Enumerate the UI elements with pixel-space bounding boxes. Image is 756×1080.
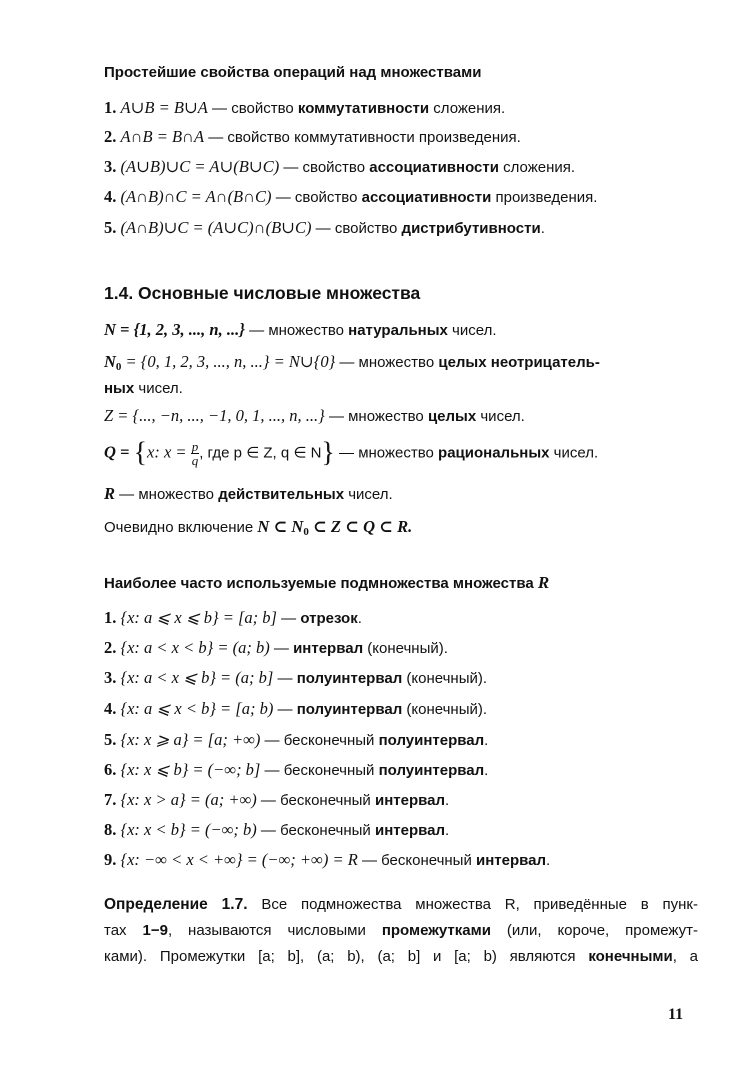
section-heading: 1.4. Основные числовые множества	[104, 283, 421, 303]
set-rational: Q = {x: x = $\frac{p}{q}$ , где p ∈ Z, q ∈ N} — множество рациональных чисел.	[104, 437, 599, 469]
property-item: 2. A∩B = B∩A — свойство коммутативности произведения.	[104, 127, 521, 146]
property-item: 1. A∪B = B∪A — свойство коммутативности сложения.	[104, 98, 506, 117]
property-item: 4. (A∩B)∩C = A∩(B∩C) — свойство ассоциативности произведения.	[104, 187, 598, 206]
set-nonnegative-cont: ных чисел.	[104, 380, 183, 397]
set-natural: N = {1, 2, 3, ..., n, ...} — множество натуральных чисел.	[104, 320, 497, 339]
properties-heading: Простейшие свойства операций над множествами	[104, 64, 482, 81]
left-brace-glyph: {	[133, 437, 148, 469]
subset-item: 3. {x: a < x ⩽ b} = (a; b] — полуинтервал (конечный).	[104, 668, 488, 687]
subset-item: 9. {x: −∞ < x < +∞} = (−∞; +∞) = R — бесконечный интервал.	[104, 850, 551, 869]
subset-item: 5. {x: x ⩾ a} = [a; +∞) — бесконечный полуинтервал.	[104, 730, 489, 749]
page-number: 11	[668, 1006, 684, 1023]
subset-item: 8. {x: x < b} = (−∞; b) — бесконечный интервал.	[104, 820, 450, 839]
subset-item: 4. {x: a ⩽ x < b} = [a; b) — полуинтервал (конечный).	[104, 699, 488, 718]
set-integers: Z = {..., −n, ..., −1, 0, 1, ..., n, ...} — множество целых чисел.	[104, 406, 525, 425]
set-real: R — множество действительных чисел.	[104, 484, 393, 503]
property-item: 5. (A∩B)∪C = (A∪C)∩(B∪C) — свойство дистрибутивности.	[104, 218, 545, 237]
subset-item: 2. {x: a < x < b} = (a; b) — интервал (конечный).	[104, 638, 448, 657]
inclusion-chain: Очевидно включение N ⊂ $N_0$ ⊂ Z ⊂ Q ⊂ R.	[104, 517, 413, 538]
subset-item: 6. {x: x ⩽ b} = (−∞; b] — бесконечный полуинтервал.	[104, 760, 489, 779]
definition-line-3: ками). Промежутки [a; b], (a; b), (a; b] и [a; b) являются конечными, а	[104, 948, 698, 965]
subsets-heading: Наиболее часто используемые подмножества множества R	[104, 573, 550, 592]
definition-line-1: Определение 1.7. Все подмножества множества R, приведённые в пунк-	[104, 896, 698, 913]
property-item: 3. (A∪B)∪C = A∪(B∪C) — свойство ассоциативности сложения.	[104, 157, 576, 176]
definition-line-2: тах 1−9, называются числовыми промежутками (или, короче, промежут-	[104, 922, 699, 939]
fraction: $\frac{p}{q}$	[191, 439, 199, 468]
subset-item: 7. {x: x > a} = (a; +∞) — бесконечный интервал.	[104, 790, 450, 809]
right-brace-glyph: }	[321, 437, 335, 469]
subset-item: 1. {x: a ⩽ x ⩽ b} = [a; b] — отрезок.	[104, 608, 362, 627]
set-nonnegative: $N_0 = \{0$, 1, 2, 3, ..., n, ...} = N∪{0} — множество целых неотрицатель-	[104, 352, 600, 373]
